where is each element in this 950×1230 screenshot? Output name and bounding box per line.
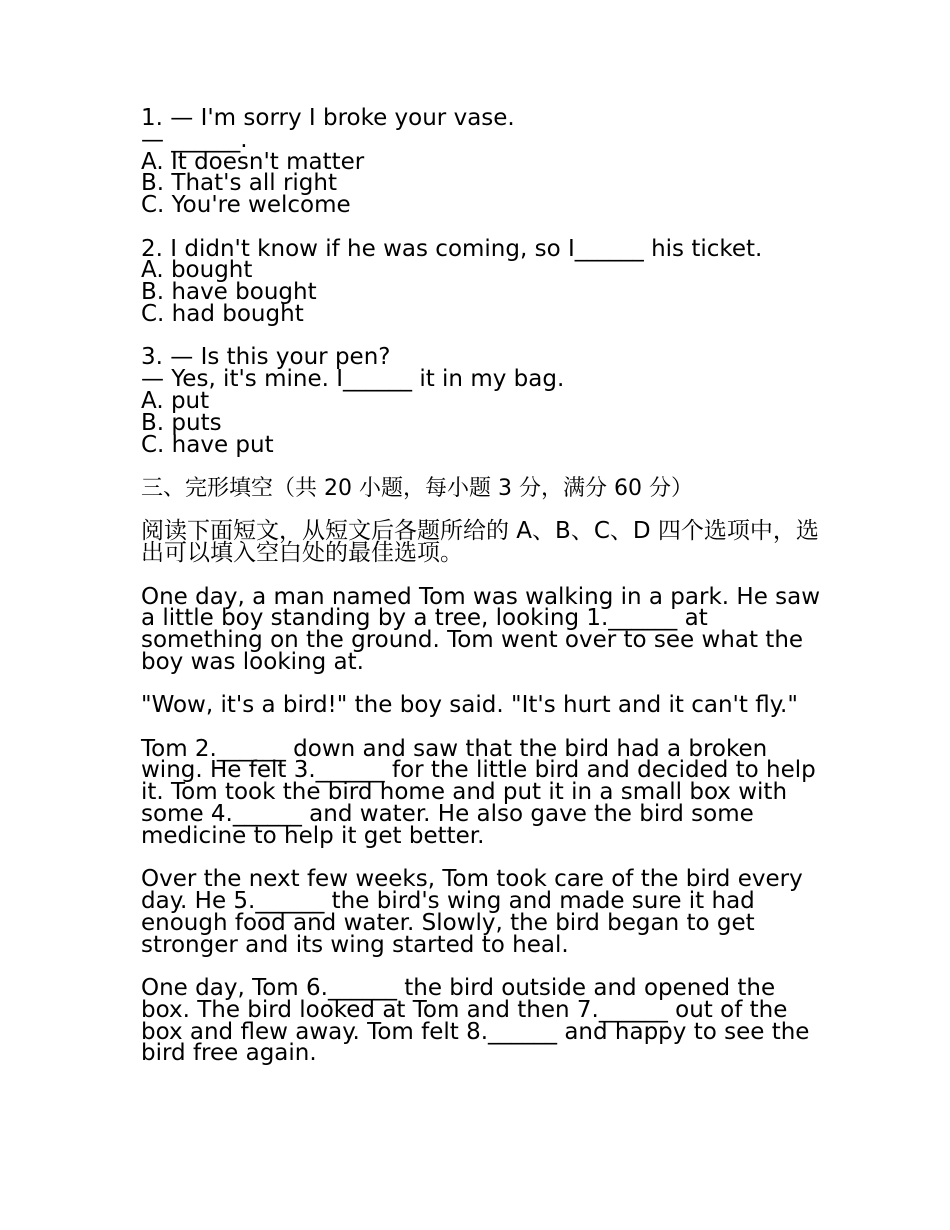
question-3 xyxy=(141,344,821,458)
answer-blank-line: — ______. xyxy=(141,126,248,153)
question-stem: 1. — I'm sorry I broke your vase. xyxy=(141,105,515,131)
passage-paragraph-4: Over the next few weeks, Tom took care of the bird every day. He 5.______ the bird's wing and made sure it had enough food and water. Slowly, the bird began to get stronger and its wing started to heal. xyxy=(141,866,803,958)
option-a: A. It doesn't matter xyxy=(141,148,365,175)
option-b: B. puts xyxy=(141,409,222,436)
question-1 xyxy=(141,105,821,219)
option-c: C. have put xyxy=(141,431,274,458)
passage-paragraph-5: One day, Tom 6.______ the bird outside and opened the box. The bird looked at Tom and then 7.______ out of the box and flew away. Tom felt 8.______ and happy to see the bird free again. xyxy=(141,975,810,1067)
passage-paragraph-3: Tom 2.______ down and saw that the bird had a broken wing. He felt 3.______ for the little bird and decided to help it. Tom took the bird home and put it in a small box with some 4.______ and water. He also gave the bird some medicine to help it get better. xyxy=(141,735,816,849)
passage-paragraph-2: "Wow, it's a bird!" the boy said. "It's hurt and it can't fly." xyxy=(141,692,798,719)
option-b: B. have bought xyxy=(141,279,317,306)
document-page xyxy=(141,105,821,1087)
option-c: C. You're welcome xyxy=(141,192,351,219)
option-c: C. had bought xyxy=(141,300,304,327)
section-instruction: 阅读下面短文，从短文后各题所给的 A、B、C、D 四个选项中，选出可以填入空白处的最佳选项。 xyxy=(141,518,819,567)
question-stem: 2. I didn't know if he was coming, so I______ his ticket. xyxy=(141,235,763,262)
option-b: B. That's all right xyxy=(141,170,337,197)
passage-paragraph-1: One day, a man named Tom was walking in a park. He saw a little boy standing by a tree, looking 1.______ at something on the ground. Tom went over to see what the boy was looking at. xyxy=(141,583,821,675)
question-2 xyxy=(141,235,821,327)
section-heading: 三、完形填空（共 20 小题，每小题 3 分，满分 60 分） xyxy=(141,475,693,501)
question-stem: 3. — Is this your pen? xyxy=(141,344,391,371)
option-a: A. bought xyxy=(141,257,253,284)
question-reply: — Yes, it's mine. I______ it in my bag. xyxy=(141,366,565,393)
option-a: A. put xyxy=(141,387,210,414)
